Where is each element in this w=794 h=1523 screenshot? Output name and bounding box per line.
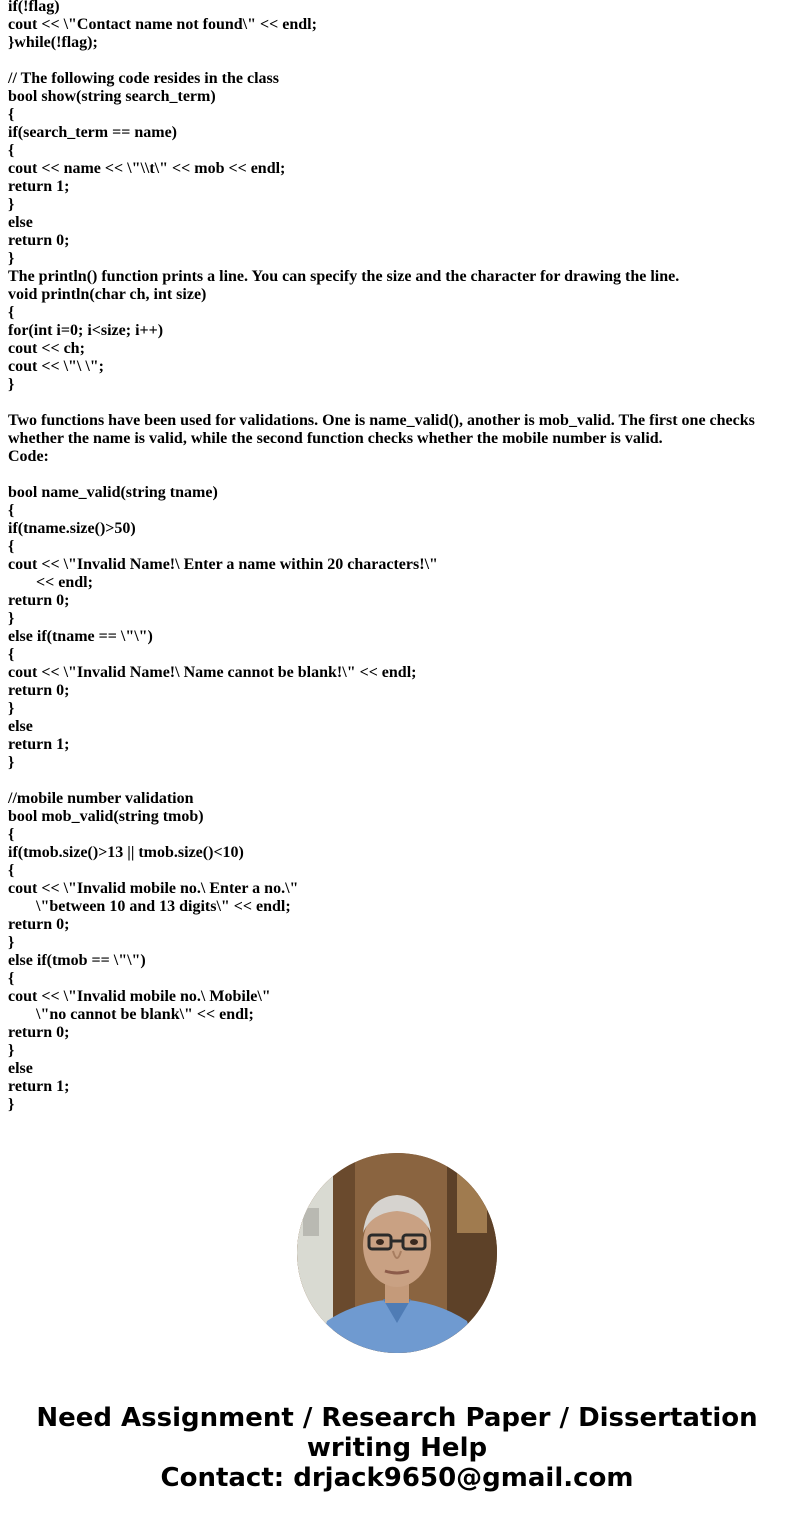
code-line: } <box>8 754 15 771</box>
code-line: else if(tname == \"\") <box>8 628 153 645</box>
code-line: if(search_term == name) <box>8 124 177 141</box>
code-line: return 0; <box>8 1024 70 1041</box>
code-line: return 0; <box>8 916 70 933</box>
code-line: { <box>8 646 15 663</box>
blank-line <box>8 52 788 70</box>
code-line: } <box>8 700 15 717</box>
portrait-icon <box>297 1153 497 1353</box>
code-line: cout << name << \"\\t\" << mob << endl; <box>8 160 286 177</box>
blank-line <box>8 772 788 790</box>
code-line: bool name_valid(string tname) <box>8 484 218 501</box>
code-line: { <box>8 862 15 879</box>
code-line: { <box>8 502 15 519</box>
footer-contact: Contact: drjack9650@gmail.com <box>160 1463 634 1493</box>
code-line: else <box>8 214 33 231</box>
code-line: \"between 10 and 13 digits\" << endl; <box>36 898 291 915</box>
code-line: { <box>8 142 15 159</box>
footer-headline: Need Assignment / Research Paper / Dissertation writing Help <box>36 1403 758 1463</box>
code-line: { <box>8 826 15 843</box>
blank-line <box>8 466 788 484</box>
code-line: cout << \"Invalid Name!\ Name cannot be blank!\" << endl; <box>8 664 417 681</box>
code-line: { <box>8 106 15 123</box>
code-line: return 1; <box>8 1078 70 1095</box>
code-line: else if(tmob == \"\") <box>8 952 146 969</box>
code-line: return 0; <box>8 592 70 609</box>
code-line: } <box>8 934 15 951</box>
code-line: for(int i=0; i<size; i++) <box>8 322 164 339</box>
code-line: else <box>8 1060 33 1077</box>
code-line: if(!flag) <box>8 0 60 15</box>
blank-line <box>8 394 788 412</box>
code-line: } <box>8 1042 15 1059</box>
code-line: \"no cannot be blank\" << endl; <box>36 1006 254 1023</box>
code-line: if(tname.size()>50) <box>8 520 136 537</box>
code-line: return 0; <box>8 682 70 699</box>
code-line: bool show(string search_term) <box>8 88 216 105</box>
code-line: cout << \"Invalid Name!\ Enter a name within 20 characters!\" <box>8 556 438 573</box>
code-line: } <box>8 376 15 393</box>
code-line: // The following code resides in the class <box>8 70 279 87</box>
code-line: }while(!flag); <box>8 34 98 51</box>
code-line: cout << \"Contact name not found\" << endl; <box>8 16 317 33</box>
code-line: if(tmob.size()>13 || tmob.size()<10) <box>8 844 244 861</box>
paragraph-text: Two functions have been used for validations. One is name_valid(), another is mob_valid. The first one checks whether the name is valid, while the second function checks whether the mobile number is valid. <box>8 412 755 447</box>
code-line: cout << ch; <box>8 340 85 357</box>
code-line: } <box>8 196 15 213</box>
code-line: return 0; <box>8 232 70 249</box>
code-line: { <box>8 970 15 987</box>
author-photo <box>297 1153 497 1353</box>
code-line: return 1; <box>8 178 70 195</box>
code-line: //mobile number validation <box>8 790 194 807</box>
footer-advert <box>0 1403 794 1493</box>
code-line: { <box>8 304 15 321</box>
code-line: << endl; <box>36 574 93 591</box>
code-line: Code: <box>8 448 49 465</box>
code-line: cout << \"Invalid mobile no.\ Enter a no.\" <box>8 880 299 897</box>
code-line: void println(char ch, int size) <box>8 286 207 303</box>
code-line: return 1; <box>8 736 70 753</box>
paragraph-text: The println() function prints a line. You can specify the size and the character for drawing the line. <box>8 268 680 285</box>
code-line: else <box>8 718 33 735</box>
code-line: } <box>8 250 15 267</box>
code-line: cout << \"Invalid mobile no.\ Mobile\" <box>8 988 271 1005</box>
code-line: bool mob_valid(string tmob) <box>8 808 204 825</box>
document-body <box>8 0 788 1114</box>
code-line: } <box>8 610 15 627</box>
code-line: cout << \"\ \"; <box>8 358 104 375</box>
code-line: } <box>8 1096 15 1113</box>
code-line: { <box>8 538 15 555</box>
